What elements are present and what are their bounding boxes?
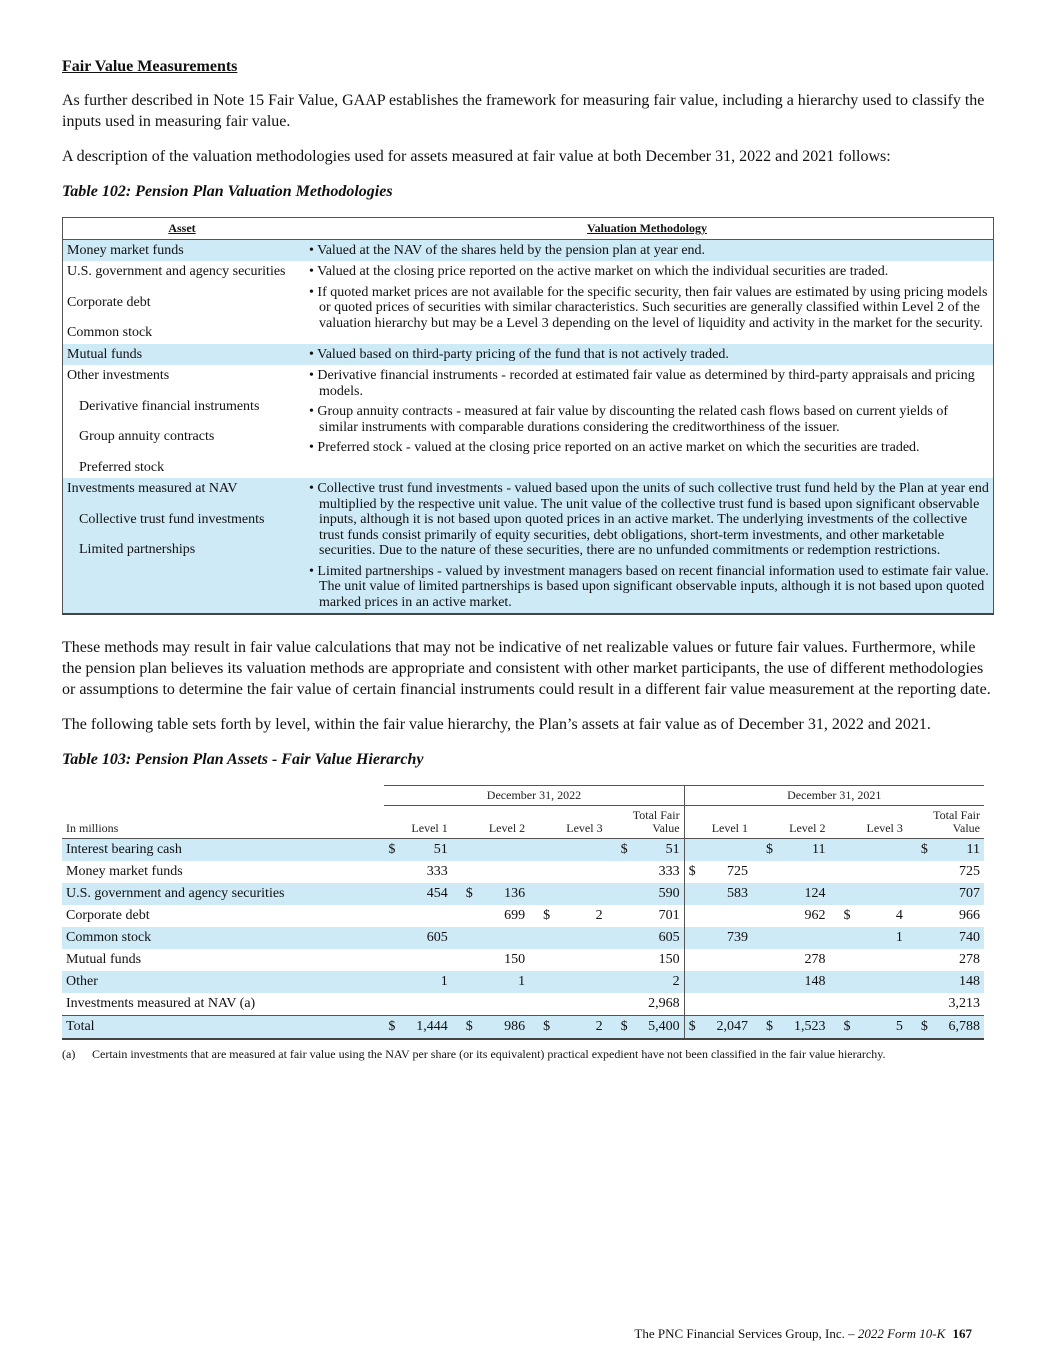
- methodology-bullet: • Collective trust fund investments - valued based upon the units of such collective trust fund held by the Plan at year end multiplied by the respective unit value. The unit value of the collective trust fund is based upon significant observable inputs, although it is not based upon quoted prices in an active market. The underlying investments of the collective trust funds consist primarily of equity securities, debt obligations, short-term investments, and other marketable securities. Due to the nature of these securities, there are no unfunded commitments or redemption restrictions.: [309, 481, 989, 558]
- currency-symbol: [762, 883, 777, 905]
- methodology-cell: [301, 365, 994, 478]
- value-cell: 605: [399, 927, 462, 949]
- value-cell: [399, 905, 462, 927]
- page-content: [62, 56, 994, 1062]
- value-cell: [699, 839, 762, 862]
- value-cell: [699, 993, 762, 1016]
- value-cell: 2: [554, 1016, 617, 1040]
- asset-name: Corporate debt: [67, 294, 151, 310]
- value-cell: 1,444: [399, 1016, 462, 1040]
- value-cell: [554, 861, 617, 883]
- value-cell: [777, 993, 840, 1016]
- value-cell: [554, 993, 617, 1016]
- currency-symbol: [539, 993, 554, 1016]
- table-102-title: Table 102: Pension Plan Valuation Methodologies: [62, 183, 393, 200]
- value-cell: [854, 883, 917, 905]
- value-cell: 51: [631, 839, 684, 862]
- currency-symbol: [762, 993, 777, 1016]
- value-cell: 150: [658, 952, 680, 967]
- value-cell: [699, 949, 762, 971]
- currency-symbol: $: [762, 1016, 777, 1040]
- currency-symbol: $: [684, 1016, 699, 1040]
- currency-symbol: [384, 861, 399, 883]
- currency-symbol: [839, 861, 854, 883]
- currency-symbol: $: [684, 861, 699, 883]
- page-footer: [560, 1326, 972, 1342]
- currency-symbol: $: [462, 1016, 477, 1040]
- col-header-asset: Asset: [63, 218, 302, 240]
- currency-symbol: [762, 971, 777, 993]
- currency-symbol: [762, 861, 777, 883]
- value-cell: [777, 927, 840, 949]
- value-cell: 986: [476, 1016, 539, 1040]
- methodology-bullet: • Limited partnerships - valued by investment managers based on recent financial information used to estimate fair value. The unit value of limited partnerships is based upon significant observable inputs, although it is not based upon quoted marked prices in an active market.: [309, 563, 989, 610]
- methodology-row: [63, 261, 994, 344]
- currency-symbol: [539, 861, 554, 883]
- footnote-mark: (a): [62, 1047, 76, 1061]
- currency-symbol: [462, 861, 477, 883]
- row-label: Money market funds: [66, 864, 183, 879]
- table-row: [62, 927, 984, 949]
- asset-cell: [63, 478, 302, 614]
- currency-symbol: [684, 839, 699, 862]
- row-label: Corporate debt: [66, 908, 150, 923]
- table-row: [62, 1016, 984, 1040]
- col-header-total-fair-value: [917, 806, 984, 839]
- currency-symbol: [839, 949, 854, 971]
- currency-symbol: $: [917, 1016, 932, 1040]
- value-cell: [476, 927, 539, 949]
- currency-symbol: [617, 949, 632, 971]
- row-label: U.S. government and agency securities: [62, 883, 384, 905]
- methodology-row: [63, 478, 994, 614]
- asset-cell: [63, 261, 302, 344]
- currency-symbol: [839, 993, 854, 1016]
- currency-symbol: [684, 971, 699, 993]
- value-cell: [476, 839, 539, 862]
- currency-symbol: [684, 905, 699, 927]
- asset-name: U.S. government and agency securities: [67, 264, 286, 279]
- value-cell: 1: [399, 971, 462, 993]
- value-cell: 2: [631, 971, 684, 993]
- value-cell: 5: [854, 1016, 917, 1040]
- col-header-evel-l1: Level 1: [684, 806, 762, 839]
- currency-symbol: [917, 993, 932, 1016]
- currency-symbol: [917, 949, 932, 971]
- group-header-2021: December 31, 2021: [684, 786, 984, 806]
- value-cell: 590: [631, 883, 684, 905]
- currency-symbol: [917, 971, 932, 993]
- group-header-2022: December 31, 2022: [384, 786, 684, 806]
- value-cell: 966: [959, 908, 980, 923]
- col-header-evel-l2: Level 2: [462, 806, 539, 839]
- value-cell: 707: [932, 883, 984, 905]
- table-row: [62, 883, 984, 905]
- value-cell: [554, 883, 617, 905]
- value-cell: [854, 861, 917, 883]
- currency-symbol: [917, 905, 932, 927]
- value-cell: 454: [399, 883, 462, 905]
- row-label: Other: [62, 971, 384, 993]
- currency-symbol: [917, 883, 932, 905]
- in-millions-label: In millions: [62, 806, 384, 839]
- methodology-cell: [301, 239, 994, 261]
- currency-symbol: $: [384, 1016, 399, 1040]
- asset-name: Other investments: [67, 368, 170, 383]
- value-cell: [854, 971, 917, 993]
- table-103-title: Table 103: Pension Plan Assets - Fair Value Hierarchy: [62, 751, 424, 768]
- value-cell: 1: [476, 971, 539, 993]
- currency-symbol: $: [462, 883, 477, 905]
- value-cell: [554, 971, 617, 993]
- methodology-row: [63, 344, 994, 366]
- methodology-cell: [301, 478, 994, 614]
- currency-symbol: $: [839, 1016, 854, 1040]
- currency-symbol: [762, 949, 777, 971]
- currency-symbol: $: [617, 839, 632, 862]
- currency-symbol: [384, 883, 399, 905]
- section-title: Fair Value Measurements: [62, 58, 238, 75]
- asset-name: Preferred stock: [79, 459, 165, 475]
- currency-symbol: [617, 883, 632, 905]
- currency-symbol: [684, 883, 699, 905]
- value-cell: [476, 993, 539, 1016]
- currency-symbol: [384, 949, 399, 971]
- asset-cell: [63, 239, 302, 261]
- currency-symbol: [384, 905, 399, 927]
- value-cell: [554, 839, 617, 862]
- col-header-evel-l3: Level 3: [539, 806, 616, 839]
- value-cell: [554, 927, 617, 949]
- currency-symbol: $: [384, 839, 399, 862]
- currency-symbol: [539, 971, 554, 993]
- methodology-bullet: • Derivative financial instruments - recorded at estimated fair value as determined by third-party appraisals and pricing models.: [309, 368, 975, 399]
- methodology-bullet: • Valued at the NAV of the shares held by the pension plan at year end.: [309, 242, 706, 258]
- value-cell: 2: [595, 908, 603, 923]
- col-header-total-line1: Total Fair: [632, 808, 680, 822]
- asset-name: Collective trust fund investments: [79, 511, 265, 527]
- currency-symbol: [539, 839, 554, 862]
- currency-symbol: [684, 993, 699, 1016]
- fair-value-hierarchy-table: [62, 785, 984, 1040]
- methods-caveat-paragraph: These methods may result in fair value calculations that may not be indicative of net realizable values or future fair values. Furthermore, while the pension plan believes its valuation methods are appropriate and consistent with other market participants, the use of different methodologies or assumptions to determine the fair value of certain financial instruments could result in a different fair value measurement at the reporting date.: [62, 639, 991, 698]
- page-number: 167: [952, 1326, 972, 1341]
- value-cell: 701: [658, 908, 680, 923]
- currency-symbol: $: [543, 908, 551, 923]
- methodology-cell: [301, 344, 994, 366]
- currency-symbol: [384, 927, 399, 949]
- value-cell: 739: [699, 927, 762, 949]
- value-cell: 1,523: [777, 1016, 840, 1040]
- table-row: [62, 839, 984, 862]
- currency-symbol: $: [843, 908, 851, 923]
- footnote-text: Certain investments that are measured at fair value using the NAV per share (or its equivalent) practical expedient have not been classified in the fair value hierarchy.: [92, 1047, 886, 1061]
- table-row: [62, 971, 984, 993]
- value-cell: 148: [777, 971, 840, 993]
- value-cell: 148: [932, 971, 984, 993]
- value-cell: 333: [658, 864, 680, 879]
- value-cell: [554, 949, 617, 971]
- currency-symbol: [762, 927, 777, 949]
- col-header-methodology: Valuation Methodology: [301, 218, 994, 240]
- value-cell: 278: [959, 952, 980, 967]
- fair-value-intro-paragraph: The following table sets forth by level, within the fair value hierarchy, the Plan’s assets at fair value as of December 31, 2022 and 2021.: [62, 716, 931, 733]
- currency-symbol: [684, 949, 699, 971]
- asset-name: Common stock: [67, 325, 153, 340]
- currency-symbol: [839, 927, 854, 949]
- col-header-evel-l1: Level 1: [384, 806, 461, 839]
- row-label: Interest bearing cash: [62, 839, 384, 862]
- currency-symbol: [839, 883, 854, 905]
- currency-symbol: [617, 927, 632, 949]
- currency-symbol: [684, 927, 699, 949]
- value-cell: [854, 839, 917, 862]
- currency-symbol: [762, 905, 777, 927]
- currency-symbol: [539, 883, 554, 905]
- asset-name: Limited partnerships: [79, 542, 196, 557]
- currency-symbol: [539, 949, 554, 971]
- value-cell: 124: [777, 883, 840, 905]
- currency-symbol: [384, 971, 399, 993]
- value-cell: [854, 993, 917, 1016]
- currency-symbol: [462, 839, 477, 862]
- value-cell: 333: [426, 864, 448, 879]
- table-row: [62, 949, 984, 971]
- currency-symbol: [384, 993, 399, 1016]
- value-cell: 3,213: [948, 996, 980, 1011]
- currency-symbol: [462, 993, 477, 1016]
- currency-symbol: [917, 861, 932, 883]
- value-cell: [777, 861, 840, 883]
- value-cell: 962: [804, 908, 826, 923]
- value-cell: 6,788: [932, 1016, 984, 1040]
- value-cell: 2,047: [699, 1016, 762, 1040]
- currency-symbol: $: [539, 1016, 554, 1040]
- footnote: [62, 1047, 994, 1062]
- currency-symbol: [917, 927, 932, 949]
- asset-name: Group annuity contracts: [79, 429, 215, 444]
- methodology-bullet: • Valued at the closing price reported on the active market on which the individual securities are traded.: [309, 264, 889, 279]
- asset-name: Mutual funds: [67, 346, 143, 362]
- currency-symbol: [462, 905, 477, 927]
- value-cell: [399, 949, 462, 971]
- intro-paragraph: As further described in Note 15 Fair Value, GAAP establishes the framework for measuring fair value, including a hierarchy used to classify the inputs used in measuring fair value.: [62, 92, 985, 130]
- table-row: [62, 861, 984, 883]
- methodology-row: [63, 365, 994, 478]
- currency-symbol: [539, 927, 554, 949]
- value-cell: [854, 949, 917, 971]
- value-cell: 11: [777, 839, 840, 862]
- currency-symbol: [462, 971, 477, 993]
- col-header-total-line2: Value: [952, 821, 980, 835]
- value-cell: 150: [504, 952, 526, 967]
- value-cell: [399, 993, 462, 1016]
- value-cell: 51: [399, 839, 462, 862]
- methodology-cell: [301, 261, 994, 344]
- value-cell: 136: [476, 883, 539, 905]
- currency-symbol: $: [917, 839, 932, 862]
- currency-symbol: [462, 927, 477, 949]
- row-label: Common stock: [62, 927, 384, 949]
- currency-symbol: [617, 861, 632, 883]
- value-cell: 278: [804, 952, 826, 967]
- footer-company: The PNC Financial Services Group, Inc. –: [634, 1326, 855, 1341]
- value-cell: 583: [699, 883, 762, 905]
- description-paragraph: A description of the valuation methodologies used for assets measured at fair value at both December 31, 2022 and 2021 follows:: [62, 148, 891, 165]
- value-cell: [699, 971, 762, 993]
- col-header-total-fair-value: [617, 806, 684, 839]
- methodology-row: [63, 239, 994, 261]
- asset-name: Derivative financial instruments: [79, 398, 260, 414]
- asset-name: Investments measured at NAV: [67, 481, 238, 496]
- value-cell: 699: [504, 908, 526, 923]
- methodology-bullet: • Group annuity contracts - measured at fair value by discounting the related cash flows based on current yields of similar instruments with comparable durations considering the creditworthiness of the issuer.: [309, 404, 948, 435]
- value-cell: 725: [959, 864, 980, 879]
- value-cell: [699, 905, 762, 927]
- col-header-evel-l3: Level 3: [839, 806, 916, 839]
- currency-symbol: [839, 971, 854, 993]
- footer-form: 2022 Form 10-K: [857, 1326, 946, 1341]
- currency-symbol: [839, 839, 854, 862]
- currency-symbol: [462, 949, 477, 971]
- table-row: [62, 993, 984, 1016]
- asset-name: Money market funds: [67, 242, 184, 258]
- value-cell: 11: [932, 839, 984, 862]
- value-cell: [476, 861, 539, 883]
- row-label: Mutual funds: [66, 952, 142, 967]
- value-cell: 5,400: [631, 1016, 684, 1040]
- row-label: Total: [62, 1016, 384, 1040]
- value-cell: 2,968: [648, 996, 680, 1011]
- table-row: [62, 905, 984, 927]
- col-header-evel-l2: Level 2: [762, 806, 839, 839]
- asset-cell: [63, 365, 302, 478]
- methodology-bullet: • If quoted market prices are not available for the specific security, then fair values are estimated by using pricing models or quoted prices of securities with similar characteristics. Such securities are generally classified within Level 2 of the valuation hierarchy but may be a Level 3 depending on the level of liquidity and activity in the market for the security.: [309, 284, 988, 331]
- col-header-total-line2: Value: [652, 821, 680, 835]
- methodology-bullet: • Valued based on third-party pricing of the fund that is not actively traded.: [309, 346, 729, 362]
- valuation-methodologies-table: [62, 217, 994, 615]
- value-cell: 725: [727, 864, 749, 879]
- row-label: Investments measured at NAV (a): [66, 996, 256, 1011]
- value-cell: 740: [932, 927, 984, 949]
- asset-cell: [63, 344, 302, 366]
- currency-symbol: [617, 905, 632, 927]
- currency-symbol: $: [762, 839, 777, 862]
- currency-symbol: $: [617, 1016, 632, 1040]
- col-header-total-line1: Total Fair: [933, 808, 980, 822]
- currency-symbol: [617, 993, 632, 1016]
- currency-symbol: [617, 971, 632, 993]
- value-cell: 605: [631, 927, 684, 949]
- methodology-bullet: • Preferred stock - valued at the closing price reported on an active market on which the securities are traded.: [309, 440, 920, 455]
- value-cell: 4: [895, 908, 903, 923]
- value-cell: 1: [854, 927, 917, 949]
